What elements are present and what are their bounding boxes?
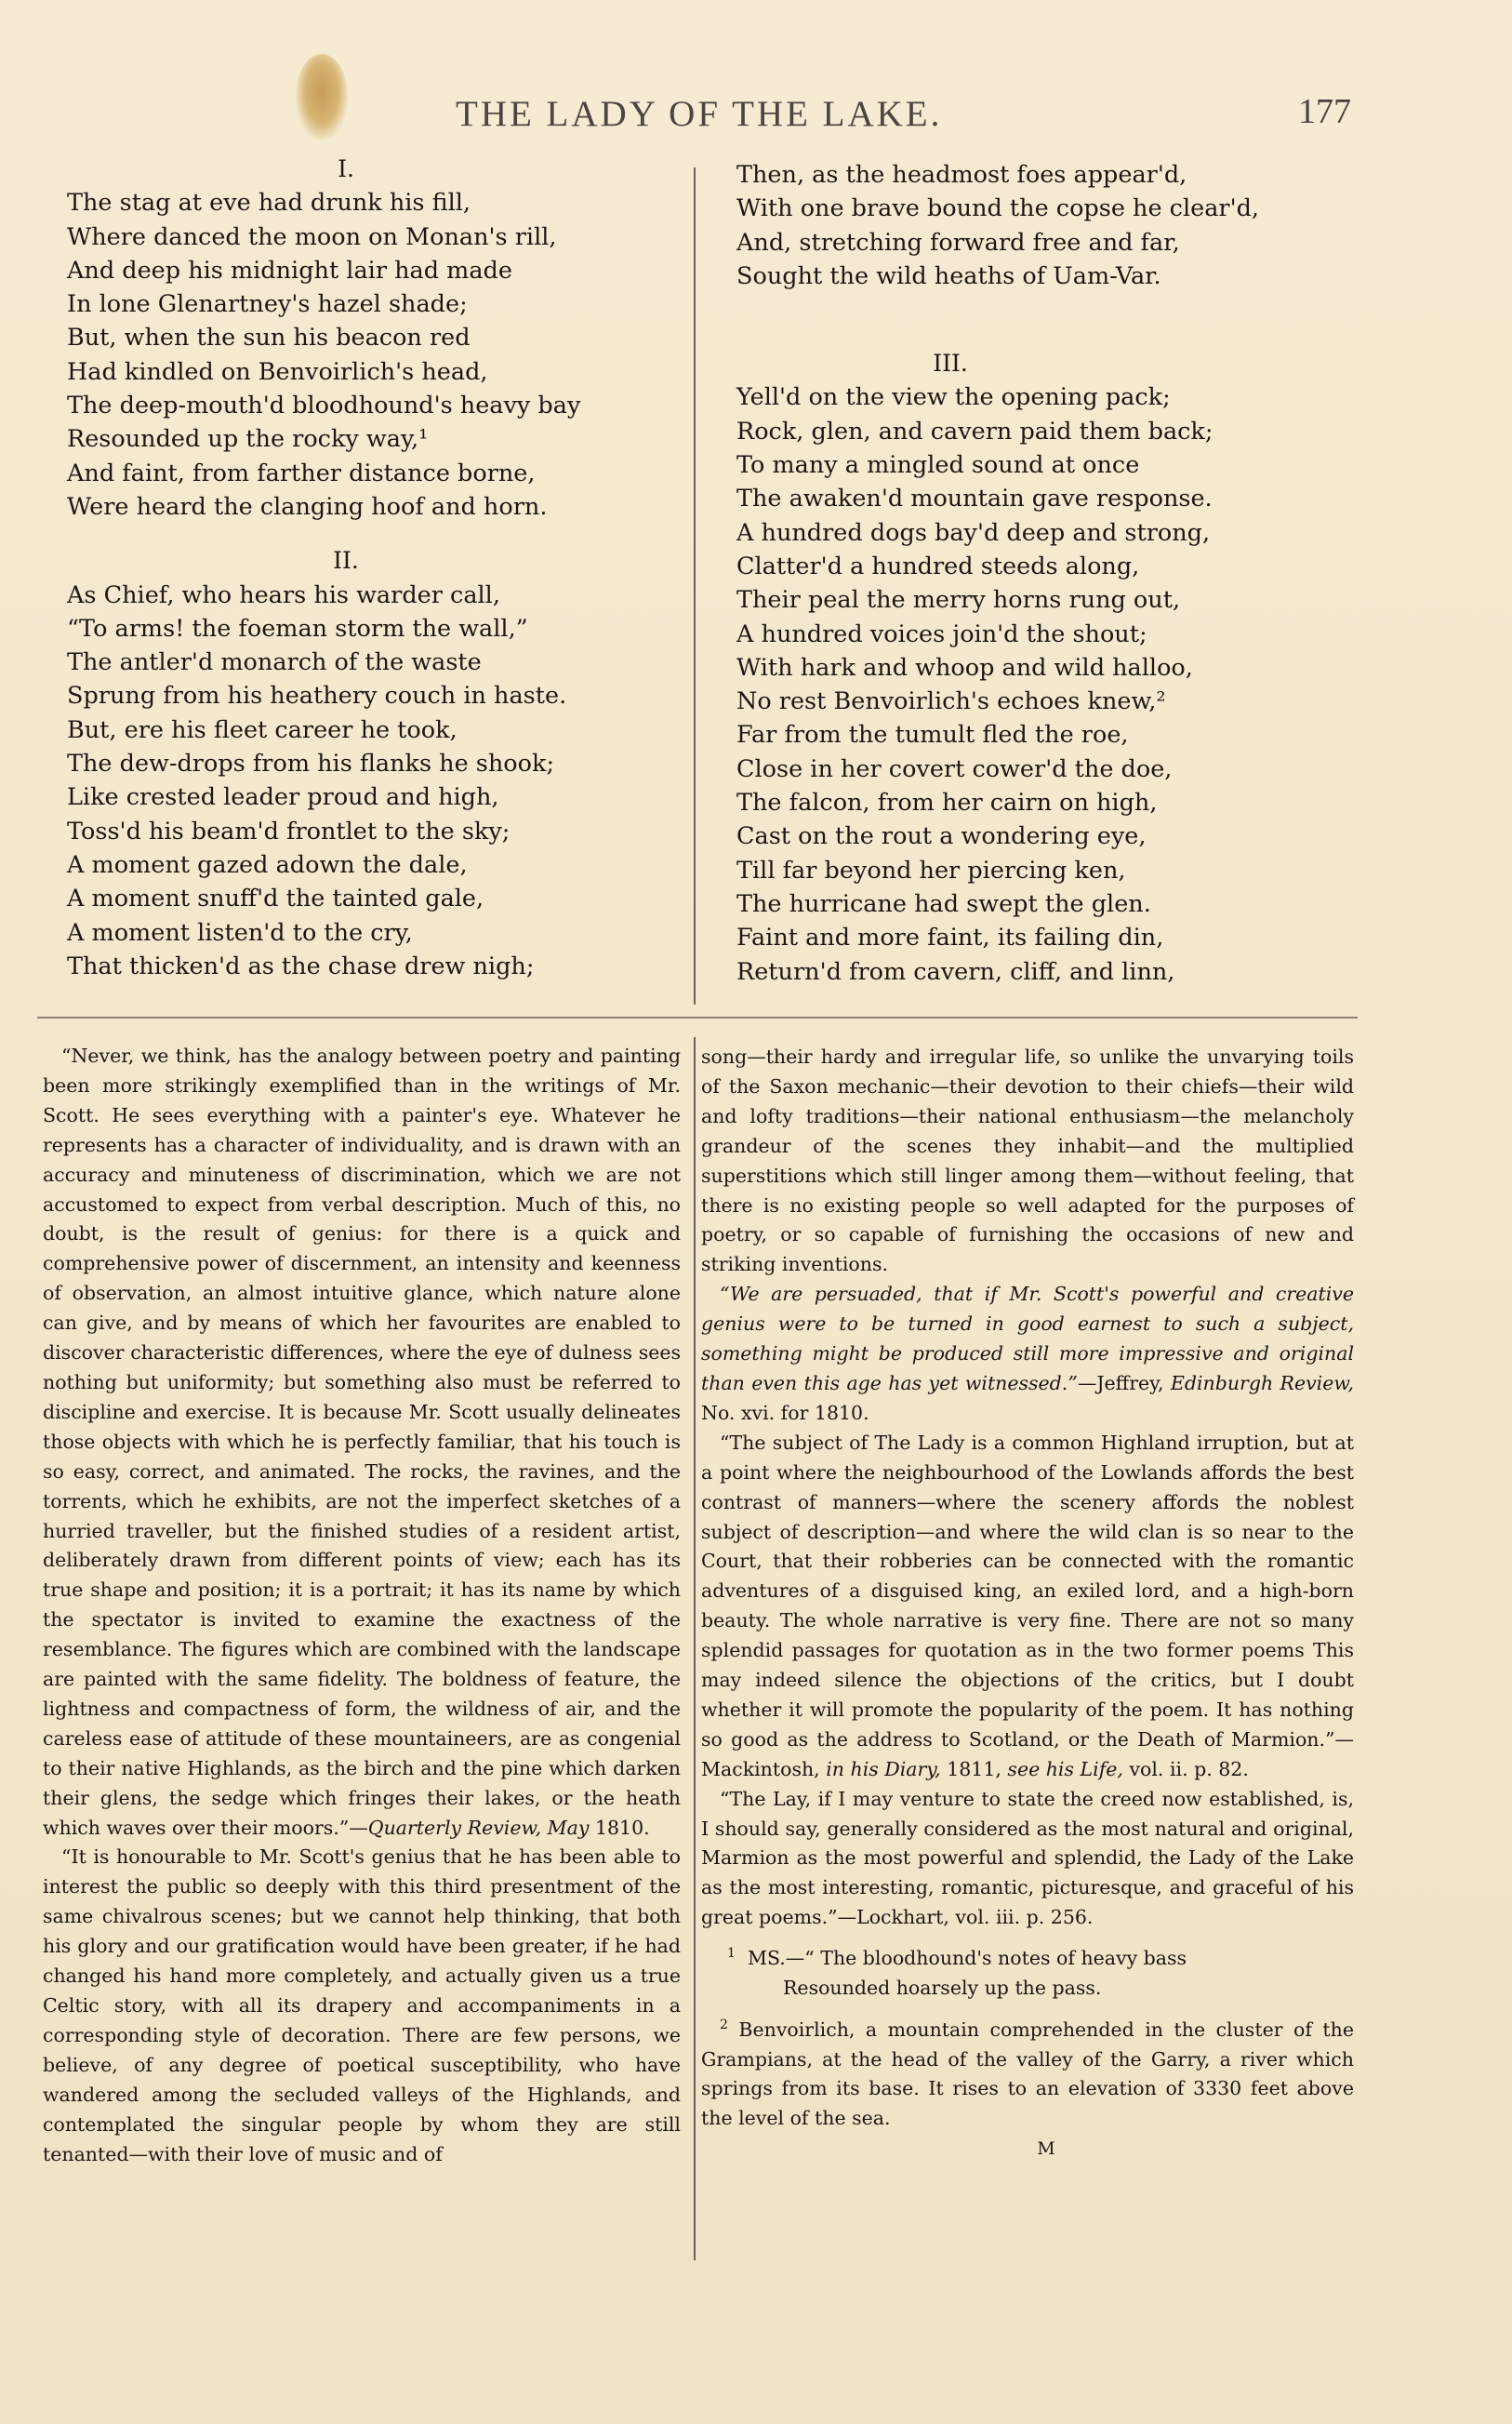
verse-line: Close in her covert cower'd the doe, [736,754,1173,783]
verse-line: With hark and whoop and wild halloo, [736,653,1193,682]
verse-line: Sought the wild heaths of Uam-Var. [736,261,1161,290]
note-citation: see his Life, [1007,1757,1123,1780]
note-citation-end: vol. ii. p. 82. [1122,1757,1249,1780]
verse-line: Resounded up the rocky way,¹ [67,425,429,454]
verse-line: That thicken'd as the chase drew nigh; [67,952,535,980]
note-citation: in his Diary, [826,1757,941,1780]
verse-line: Toss'd his beam'd frontlet to the sky; [67,817,511,846]
verse-line: “To arms! the foeman storm the wall,” [67,614,528,643]
column-divider-bottom [694,1037,696,2260]
notes-left-column [43,1042,681,2169]
stanza-numeral: III. [933,350,968,378]
verse-line: Then, as the headmost foes appear'd, [736,161,1187,189]
footnote-text: MS.—“ The bloodhound's notes of heavy bass [747,1947,1187,1970]
verse-line: The awaken'd mountain gave response. [736,485,1213,513]
note-paragraph: song—their hardy and irregular life, so unlike the unvarying toils of the Saxon mechanic—their devotion to their chiefs—their wild and lofty traditions—their national enthusiasm—the melancholy grandeur of the scenes they inhabit—and the multiplied superstitions which still linger among them—without feeling, that there is no existing people so well adapted for the purposes of poetry, or so capable of furnishing the occasions of new and striking inventions. [701,1046,1354,1276]
footnote-1-line2: Resounded hoarsely up the pass. [783,1976,1102,1999]
ink-smudge [296,54,348,140]
verse-line: Like crested leader proud and high, [67,783,499,812]
footnote-2 [701,2016,1354,2133]
note-citation-mid: 1811, [940,1757,1008,1780]
note-quote-italic: “We are persuaded, that if Mr. Scott's powerful and creative genius were to be turned in good earnest to such a subject, something might be produced still more impressive and original than even this age has yet witnessed.” [701,1283,1354,1394]
verse-line: Yell'd on the view the opening pack; [736,383,1171,412]
verse-line: A moment gazed adown the dale, [67,850,468,879]
verse-line: A moment snuff'd the tainted gale, [67,885,484,913]
note-citation-year: 1810. [589,1816,650,1839]
stanza-i [67,186,625,524]
note-citation-end: No. xvi. for 1810. [701,1401,869,1424]
verse-line: Were heard the clanging hoof and horn. [67,492,548,521]
note-citation: Edinburgh Review, [1170,1371,1354,1394]
footnote-marker: 2 [720,2018,728,2033]
verse-line: The hurricane had swept the glen. [736,889,1151,918]
note-text: “The subject of The Lady is a common Highland irruption, but at a point where the neighbourhood of the Lowlands affords the best contrast of manners—where the scenery affords the noblest subject of description—and where the wild clan is so near to the Court, that their robberies can be connected with the romantic adventures of a disguised king, an exiled lord, and a high-born beauty. The whole narrative is very fine. There are not so many splendid passages for quotation as in the two former poems This may indeed silence the objections of the critics, but I doubt whether it will promote the popularity of the poem. It has nothing so good as the address to Scotland, or the Death of Marmion.”—Mackintosh, [701,1431,1354,1780]
note-paragraph: “The Lay, if I may venture to state the creed now established, is, I should say, generally considered as the most natural and original, Marmion as the most powerful and splendid, the Lady of the Lake as the most interesting, romantic, picturesque, and graceful of his great poems.”—Lockhart, vol. iii. p. 256. [701,1787,1354,1929]
note-text: “Never, we think, has the analogy between poetry and painting been more strikingly exemplified than in the writings of Mr. Scott. He sees everything with a painter's eye. Whatever he represents has a character of individuality, and is drawn with an accuracy and minuteness of discrimination, which we are not accustomed to expect from verbal description. Much of this, no doubt, is the result of genius: for there is a quick and comprehensive power of discernment, an intensity and keenness of observation, an almost intuitive glance, which nature alone can give, and by means of which her favourites are enabled to discover characteristic differences, where the eye of dulness sees nothing but uniformity; but something also must be referred to discipline and exercise. It is because Mr. Scott usually delineates those objects with which he is perfectly familiar, that his touch is so easy, correct, and animated. The rocks, the ravines, and the torrents, which he exhibits, are not the imperfect sketches of a hurried traveller, but the finished studies of a resident artist, deliberately drawn from different points of view; each has its true shape and position; it is a portrait; it has its name by which the spectator is invited to examine the exactness of the resemblance. The figures which are combined with the landscape are painted with the same fidelity. The boldness of feature, the lightness and compactness of form, the wildness of air, and the careless ease of attitude of these mountaineers, are as congenial to their native Highlands, as the birch and the pine which darken their glens, the sedge which fringes their lakes, or the heath which waves over their moors.”— [43,1045,681,1839]
verse-line: The dew-drops from his flanks he shook; [67,750,555,779]
verse-line: Clatter'd a hundred steeds along, [736,552,1140,580]
verse-line: The stag at eve had drunk his fill, [67,189,471,218]
note-paragraph [701,1280,1354,1429]
note-attribution: —Jeffrey, [1077,1371,1171,1394]
verse-line: But, when the sun his beacon red [67,324,471,353]
verse-line: Far from the tumult fled the roe, [736,721,1129,750]
stanza-iii [736,380,1332,988]
note-citation: Quarterly Review, May [367,1816,590,1839]
signature-mark: M [1037,2138,1055,2160]
verse-line: No rest Benvoirlich's echoes knew,² [736,687,1166,716]
verse-line: Till far beyond her piercing ken, [736,856,1126,885]
note-paragraph [701,1429,1354,1785]
verse-line: Where danced the moon on Monan's rill, [67,222,557,251]
stanza-ii [67,579,625,984]
verse-right-column [736,158,1332,989]
verse-line: A hundred dogs bay'd deep and strong, [736,518,1211,547]
verse-line: Rock, glen, and cavern paid them back; [736,417,1214,446]
verse-line: Had kindled on Benvoirlich's head, [67,357,488,386]
verse-line: In lone Glenartney's hazel shade; [67,290,468,319]
verse-line: And, stretching forward free and far, [736,228,1180,257]
stanza-numeral: I. [338,155,354,182]
verse-line: A hundred voices join'd the shout; [736,619,1147,648]
note-paragraph: “It is honourable to Mr. Scott's genius that he has been able to interest the public so deeply with this third presentment of the same chivalrous scenes; but we cannot help thinking, that both his glory and our gratification would have been greater, if he had changed his hand more completely, and actually given us a true Celtic story, with all its drapery and accompaniments in a corresponding style of decoration. There are few persons, we believe, of any degree of poetical susceptibility, who have wandered among the secluded valleys of the Highlands, and contemplated the singular people by whom they are still tenanted—with their love of music and of [43,1845,681,2165]
note-paragraph [43,1042,681,1843]
verse-line: The antler'd monarch of the waste [67,648,482,677]
footnote-marker: 1 [727,1946,736,1962]
footnote-text: Benvoirlich, a mountain comprehended in the cluster of the Grampians, at the head of the valley of the Garry, a river which springs from its base. It rises to an elevation of 3330 feet above the level of the sea. [701,2018,1354,2129]
stanza-numeral: II. [333,547,359,575]
verse-line: Cast on the rout a wondering eye, [736,822,1147,851]
verse-line: And faint, from farther distance borne, [67,459,536,487]
verse-line: With one brave bound the copse he clear'd, [736,194,1260,223]
footnote-1 [701,1944,1354,1974]
verse-line: Return'd from cavern, cliff, and linn, [736,957,1175,986]
notes-right-column [701,1043,1354,2164]
verse-line: Faint and more faint, its failing din, [736,924,1164,952]
horizontal-divider [37,1017,1358,1019]
verse-line: As Chief, who hears his warder call, [67,580,500,609]
column-divider-top [694,167,696,1005]
stanza-ii-continuation [736,158,1332,293]
verse-line: The falcon, from her cairn on high, [736,789,1158,818]
verse-line: To many a mingled sound at once [736,451,1140,480]
verse-left-column [67,153,625,983]
verse-line: Their peal the merry horns rung out, [736,586,1181,615]
page-number: 177 [1298,92,1351,131]
verse-line: Sprung from his heathery couch in haste. [67,682,567,711]
verse-line: And deep his midnight lair had made [67,256,512,285]
verse-line: A moment listen'd to the cry, [67,918,413,947]
verse-line: The deep-mouth'd bloodhound's heavy bay [67,392,581,420]
verse-line: But, ere his fleet career he took, [67,715,458,744]
running-head: THE LADY OF THE LAKE. [456,94,943,134]
